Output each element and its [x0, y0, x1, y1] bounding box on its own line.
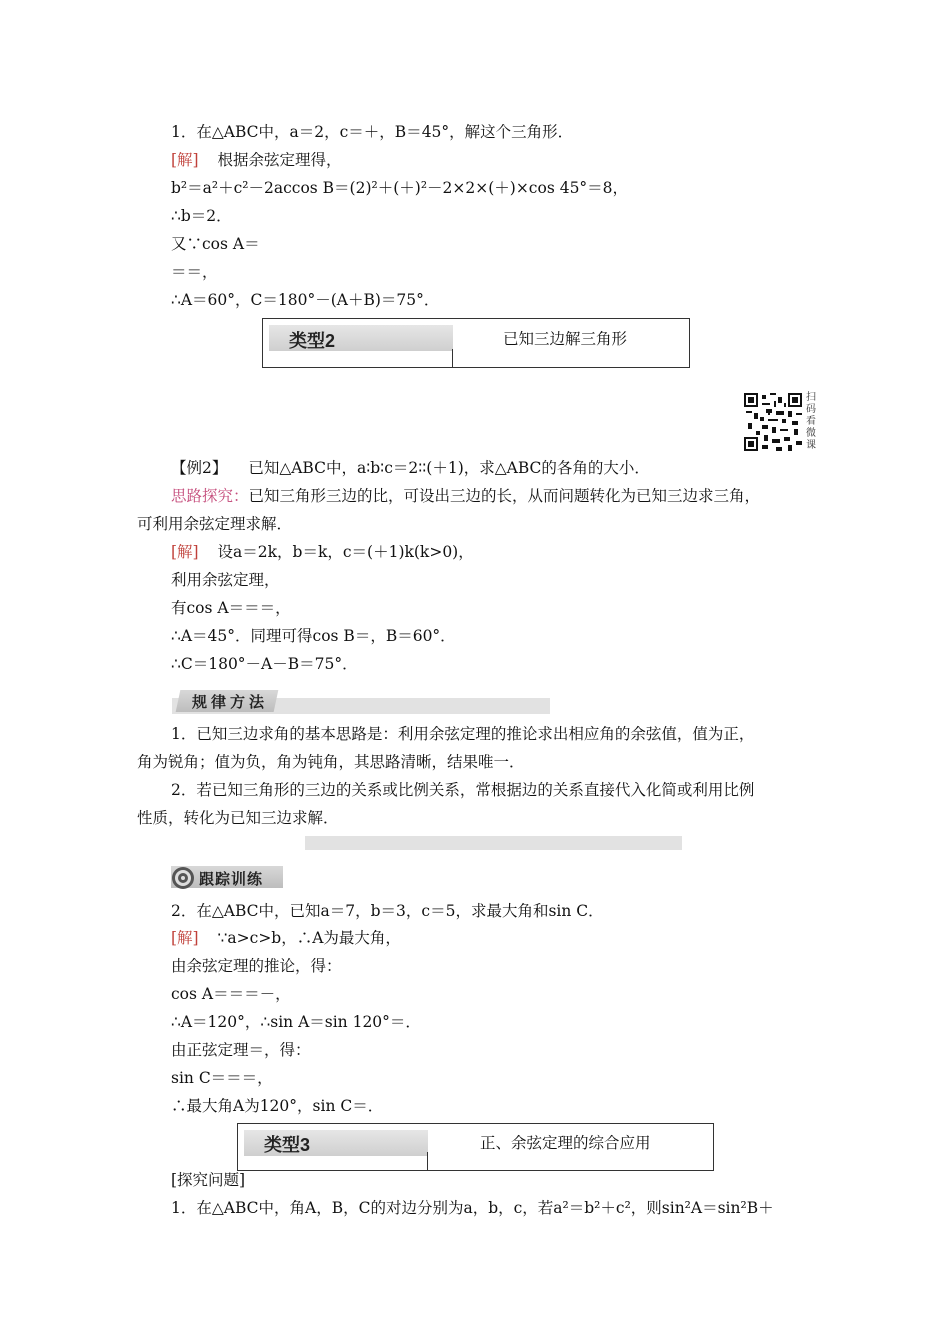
- think-text: 已知三角形三边的比，可设出三边的长，从而问题转化为已知三边求三角，: [248, 487, 761, 505]
- method-2b: 性质，转化为已知三边求解．: [137, 809, 339, 827]
- think-line: [171, 486, 760, 506]
- example-2: [171, 458, 650, 478]
- section-tag: 类型3: [264, 1135, 311, 1155]
- qr-caption-char: 课: [806, 440, 816, 451]
- solution-line: [171, 542, 474, 562]
- equation-line: ∴b＝2．: [171, 207, 232, 225]
- equation-line: 由正弦定理＝，得：: [171, 1041, 311, 1059]
- divider: [452, 349, 453, 367]
- qr-caption-char: 看: [806, 416, 816, 427]
- equation-line: ∴A＝120°，∴sin A＝sin 120°＝．: [171, 1013, 421, 1031]
- section-tag: 类型2: [289, 331, 336, 351]
- equation-line: ∴最大角A为120°，sin C＝．: [171, 1097, 384, 1115]
- example-tag: 【例2】: [171, 459, 228, 477]
- equation-line: ∴A＝45°．同理可得cos B＝，B＝60°．: [171, 627, 456, 645]
- solution-text: ∵a>c>b，∴A为最大角，: [217, 929, 401, 947]
- equation-line: 利用余弦定理，: [171, 571, 280, 589]
- qr-caption: [806, 392, 818, 452]
- section-title: 正、余弦定理的综合应用: [480, 1134, 651, 1152]
- qr-caption-char: 扫: [806, 392, 816, 403]
- solution-tag: [解]: [171, 151, 199, 169]
- equation-line: 有cos A＝＝＝，: [171, 599, 291, 617]
- method-1: 1．已知三边求角的基本思路是：利用余弦定理的推论求出相应角的余弦值，值为正，: [171, 725, 755, 743]
- solution-text: 根据余弦定理得，: [217, 151, 342, 169]
- equation-line: ∴C＝180°－A－B＝75°．: [171, 655, 358, 673]
- section-title: 已知三边解三角形: [503, 330, 628, 348]
- solution-text: 设a＝2k，b＝k，c＝(＋1)k(k>0)，: [217, 543, 474, 561]
- practice-header: 跟踪训练: [199, 871, 264, 888]
- qr-caption-char: 微: [806, 428, 816, 439]
- explore-question-1: 1．在△ABC中，角A，B，C的对边分别为a，b，c，若a²＝b²＋c²，则sin²A＝sin²B＋: [171, 1199, 774, 1217]
- equation-line: 又∵cos A＝: [171, 235, 260, 253]
- equation-line: ∴A＝60°，C＝180°－(A＋B)＝75°．: [171, 291, 440, 309]
- problem-1: 1．在△ABC中，a＝2，c＝＋，B＝45°，解这个三角形．: [171, 123, 574, 141]
- think-line-2: 可利用余弦定理求解．: [137, 515, 293, 533]
- solution-tag: [解]: [171, 929, 199, 947]
- section-type2-box: [262, 318, 690, 368]
- separator-band: [305, 836, 682, 850]
- qr-caption-char: 码: [806, 404, 816, 415]
- solution-tag: [解]: [171, 543, 199, 561]
- explore-header: [探究问题]: [171, 1171, 246, 1189]
- solution-line: [171, 928, 401, 948]
- method-header: 规律方法: [192, 694, 269, 711]
- think-label: 思路探究：: [171, 487, 249, 505]
- method-1b: 角为锐角；值为负，角为钝角，其思路清晰，结果唯一．: [137, 753, 525, 771]
- example-text: 已知△ABC中，a∶b∶c＝2∶∶(＋1)，求△ABC的各角的大小．: [248, 459, 650, 477]
- solution-line: [171, 150, 342, 170]
- practice-2: 2．在△ABC中，已知a＝7，b＝3，c＝5，求最大角和sin C．: [171, 902, 604, 920]
- qr-code-icon: [744, 393, 802, 451]
- equation-line: cos A＝＝＝－，: [171, 985, 291, 1003]
- method-2: 2．若已知三角形的三边的关系或比例关系，常根据边的关系直接代入化简或利用比例: [171, 781, 755, 799]
- equation-line: 由余弦定理的推论，得：: [171, 957, 342, 975]
- equation-line: ＝＝，: [171, 263, 218, 281]
- equation-line: sin C＝＝＝，: [171, 1069, 273, 1087]
- equation-line: b²＝a²＋c²－2accos B＝(2)²＋(＋)²－2×2×(＋)×cos 45°＝8，: [171, 179, 629, 197]
- divider: [427, 1152, 428, 1170]
- target-icon: [171, 866, 195, 890]
- section-type3-box: [237, 1123, 714, 1171]
